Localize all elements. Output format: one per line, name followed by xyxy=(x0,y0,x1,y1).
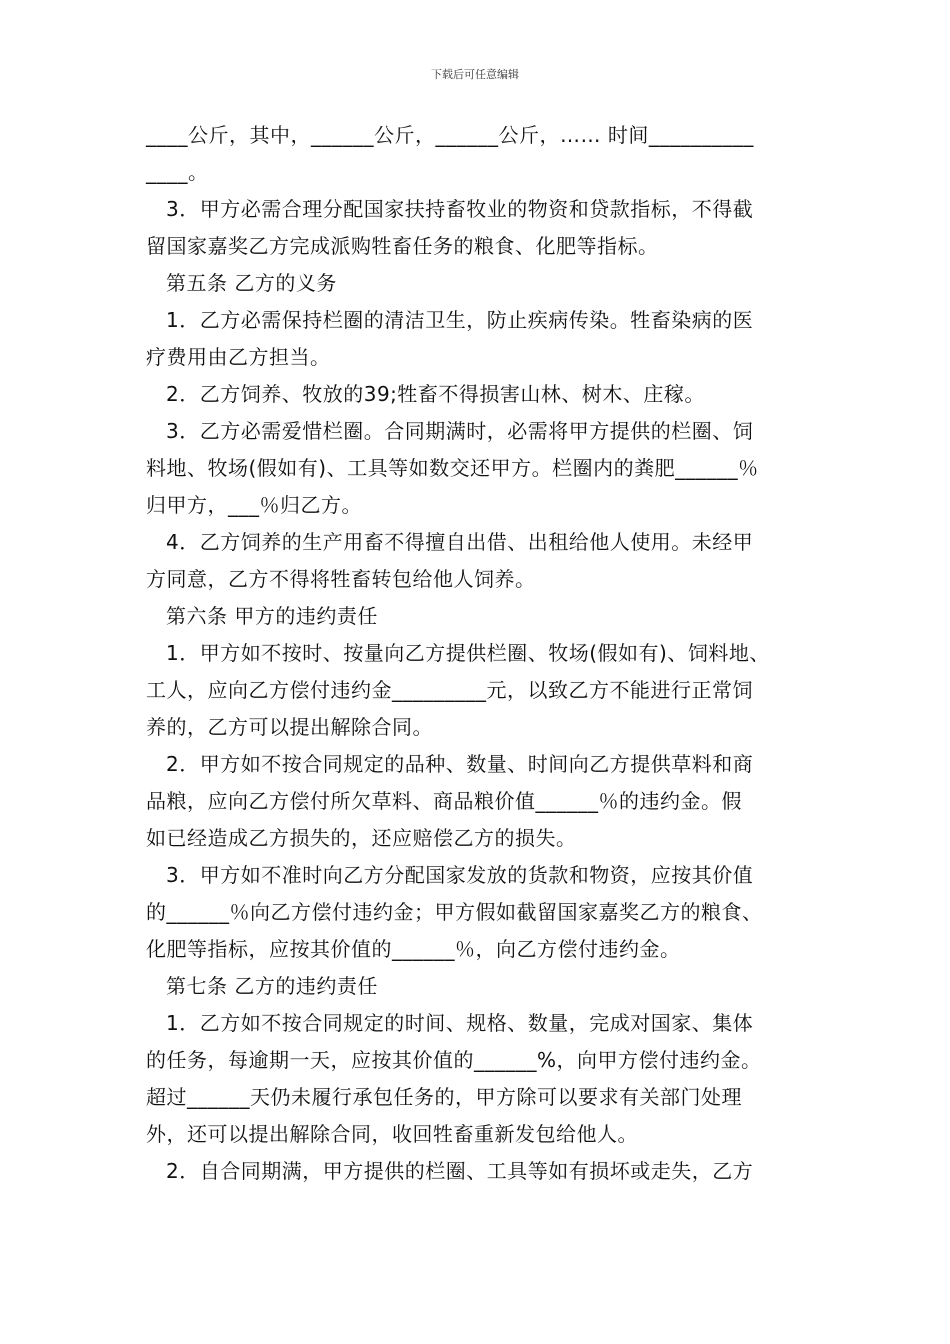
text-line: 3．甲方如不准时向乙方分配国家发放的货款和物资，应按其价值 xyxy=(166,863,754,887)
text-line: 的______％向乙方偿付违约金；甲方假如截留国家嘉奖乙方的粮食、 xyxy=(146,900,763,924)
text-line: ____公斤，其中，______公斤，______公斤，…… 时间__________ xyxy=(146,123,754,147)
text-line: 化肥等指标，应按其价值的______％，向乙方偿付违约金。 xyxy=(146,937,681,961)
text-line: 料地、牧场(假如有)、工具等如数交还甲方。栏圈内的粪肥______％ xyxy=(146,456,759,480)
text-line: 留国家嘉奖乙方完成派购牲畜任务的粮食、化肥等指标。 xyxy=(146,234,659,258)
text-line: 方同意，乙方不得将牲畜转包给他人饲养。 xyxy=(146,567,536,591)
text-line: 疗费用由乙方担当。 xyxy=(146,345,331,369)
section-heading: 第六条 甲方的违约责任 xyxy=(166,604,378,628)
text-line: 归甲方，___％归乙方。 xyxy=(146,493,362,517)
text-line: 养的，乙方可以提出解除合同。 xyxy=(146,715,433,739)
text-line: 1．甲方如不按时、按量向乙方提供栏圈、牧场(假如有)、饲料地、 xyxy=(166,641,770,665)
text-line: ____。 xyxy=(146,160,209,184)
text-line: 品粮，应向乙方偿付所欠草料、商品粮价值______％的违约金。假 xyxy=(146,789,742,813)
text-line: 2．甲方如不按合同规定的品种、数量、时间向乙方提供草料和商 xyxy=(166,752,754,776)
text-line: 2．自合同期满，甲方提供的栏圈、工具等如有损坏或走失，乙方 xyxy=(166,1159,754,1183)
text-line: 超过______天仍未履行承包任务的，甲方除可以要求有关部门处理 xyxy=(146,1085,742,1109)
page-header: 下载后可任意编辑 xyxy=(431,68,519,81)
section-heading: 第七条 乙方的违约责任 xyxy=(166,974,378,998)
text-line: 4．乙方饲养的生产用畜不得擅自出借、出租给他人使用。未经甲 xyxy=(166,530,754,554)
text-line: 工人，应向乙方偿付违约金_________元，以致乙方不能进行正常饲 xyxy=(146,678,753,702)
text-line: 3．乙方必需爱惜栏圈。合同期满时，必需将甲方提供的栏圈、饲 xyxy=(166,419,754,443)
text-line: 1．乙方必需保持栏圈的清洁卫生，防止疾病传染。牲畜染病的医 xyxy=(166,308,754,332)
document-body xyxy=(146,117,810,1190)
text-line: 2．乙方饲养、牧放的39;牲畜不得损害山林、树木、庄稼。 xyxy=(166,382,705,406)
text-line: 外，还可以提出解除合同，收回牲畜重新发包给他人。 xyxy=(146,1122,638,1146)
text-line: 的任务，每逾期一天，应按其价值的______%，向甲方偿付违约金。 xyxy=(146,1048,762,1072)
section-heading: 第五条 乙方的义务 xyxy=(166,271,337,295)
text-line: 3．甲方必需合理分配国家扶持畜牧业的物资和贷款指标，不得截 xyxy=(166,197,754,221)
text-line: 如已经造成乙方损失的，还应赔偿乙方的损失。 xyxy=(146,826,577,850)
text-line: 1．乙方如不按合同规定的时间、规格、数量，完成对国家、集体 xyxy=(166,1011,754,1035)
